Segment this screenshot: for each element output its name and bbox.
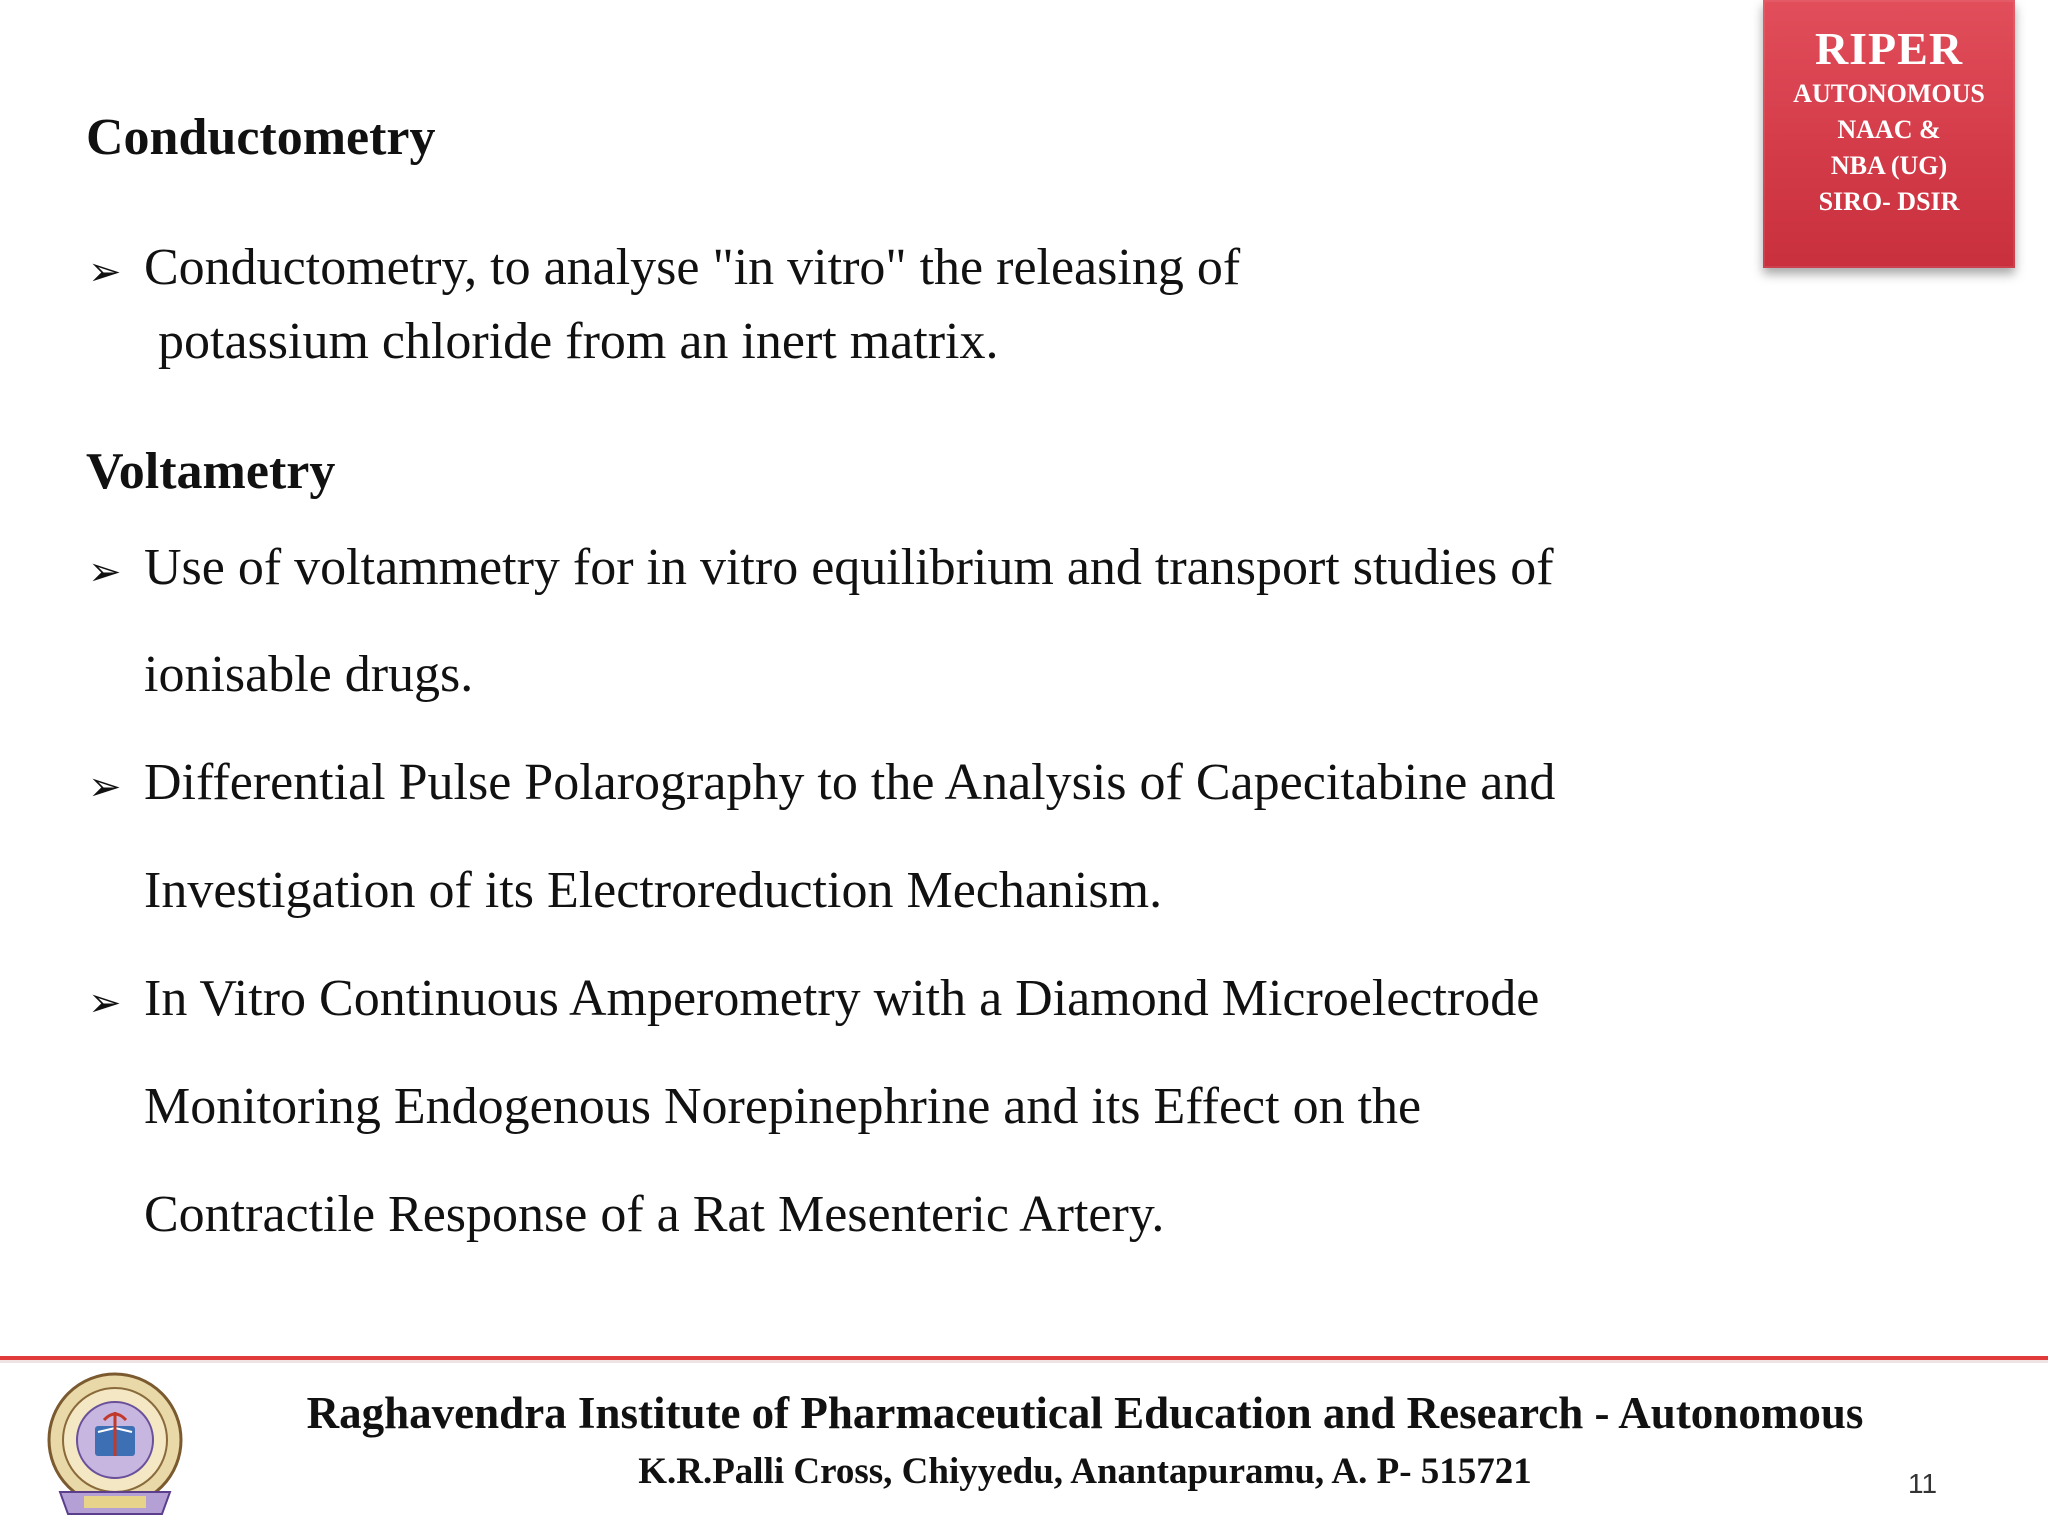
badge-line-naac: NAAC &: [1837, 115, 1941, 144]
badge-title: RIPER: [1814, 23, 1964, 74]
bullet-line: Use of voltammetry for in vitro equilibrium and transport studies of: [144, 539, 1554, 596]
footer-institute-name: Raghavendra Institute of Pharmaceutical Education and Research - Autonomous: [306, 1388, 1864, 1438]
bullet-line: potassium chloride from an inert matrix.: [158, 313, 999, 370]
institute-seal-icon: [40, 1368, 190, 1524]
bullet-line: Investigation of its Electroreduction Mechanism.: [144, 862, 1163, 919]
bullet-arrow-icon: ➢: [88, 249, 122, 294]
bullet-arrow-icon: ➢: [88, 764, 122, 809]
heading-voltametry: Voltametry: [86, 443, 336, 500]
bullet-line: Monitoring Endogenous Norepinephrine and its Effect on the: [144, 1078, 1422, 1135]
footer-divider-shadow: [0, 1360, 2048, 1363]
badge-line-siro: SIRO- DSIR: [1818, 187, 1960, 216]
bullet-line: Conductometry, to analyse "in vitro" the releasing of: [144, 239, 1241, 296]
bullet-line: Differential Pulse Polarography to the Analysis of Capecitabine and: [144, 754, 1556, 811]
bullet-line: Contractile Response of a Rat Mesenteric Artery.: [144, 1186, 1165, 1243]
heading-conductometry: Conductometry: [86, 109, 436, 166]
badge-line-autonomous: AUTONOMOUS: [1793, 79, 1985, 108]
page-number: 11: [1908, 1468, 1938, 1499]
bullet-line: In Vitro Continuous Amperometry with a Diamond Microelectrode: [144, 970, 1540, 1027]
bullet-line: ionisable drugs.: [144, 646, 474, 703]
accreditation-badge: [1763, 0, 2015, 268]
footer-address: K.R.Palli Cross, Chiyyedu, Anantapuramu, A. P- 515721: [638, 1451, 1532, 1492]
bullet-arrow-icon: ➢: [88, 980, 122, 1025]
bullet-arrow-icon: ➢: [88, 549, 122, 594]
badge-line-nba: NBA (UG): [1830, 151, 1948, 180]
